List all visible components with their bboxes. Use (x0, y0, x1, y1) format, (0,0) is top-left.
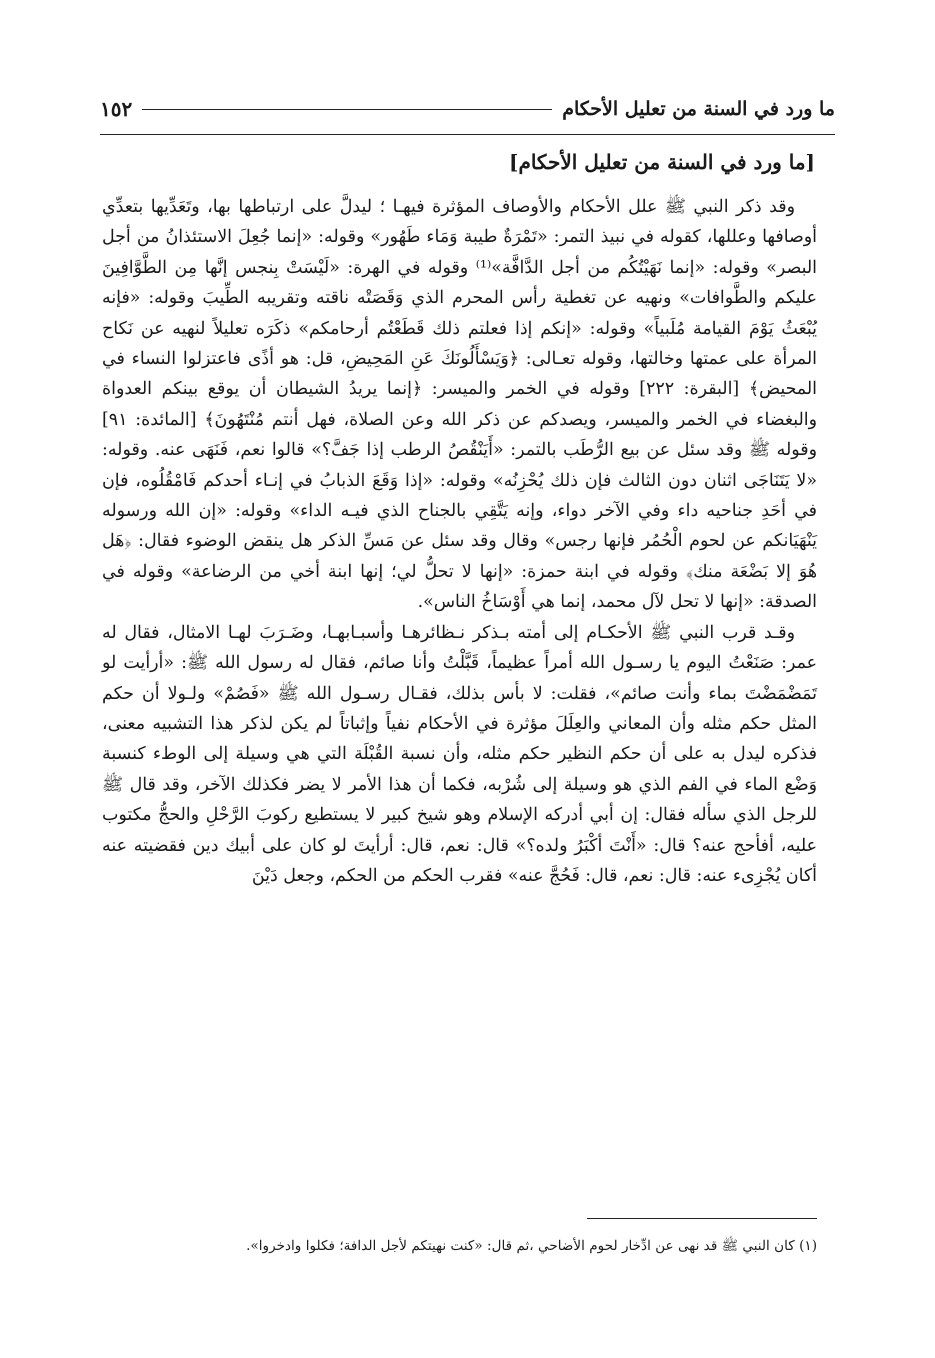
running-title: ما ورد في السنة من تعليل الأحكام (562, 98, 835, 120)
running-header (100, 92, 835, 126)
header-divider (100, 134, 835, 135)
body-text (102, 192, 817, 891)
paragraph-2: وقـد قرب النبي ﷺ الأحكـام إلى أمته بـذكر نـظائرهـا وأسبـابهـا، وضَـرَبَ لهـا الامثال، فقال له عمر: صَنَعْتُ اليوم يا رسـول الله أمراً عظيماً، قَبَّلْتُ وأنا صائم، فقال له رسول الله ﷺ: «أرأيت لو تَمَضْمَضْتَ بماء وأنت صائم»، فقلت: لا بأس بذلك، فقـال رسـول الله ﷺ «فَصُمْ» ولـولا أن حكم المثل حكم مثله وأن المعاني والعِلَلَ مؤثرة في الأحكام نفياً وإثباتاً لم يكن لذكر هذا التشبيه معنى، فذكره ليدل به على أن حكم النظير حكم مثله، وأن نسبة القُبْلَة التي هي وسيلة إلى الوطء كنسبة وَضْع الماء في الفم الذي هو وسيلة إلى شُرْبه، فكما أن هذا الأمر لا يضر فكذلك الآخر، وقد قال ﷺ للرجل الذي سأله فقال: إن أبي أدركه الإسلام وهو شيخ كبير لا يستطيع ركوبَ الرَّحْلِ والحجُّ مكتوب عليه، أفأحج عنه؟ قال: «أَنْتَ أكْبَرُ ولده؟» قال: نعم، قال: أرأيتَ لو كان على أبيك دين فقضيته عنه أكان يُجْزِىء عنه: قال: نعم، قال: فَحُجَّ عنه» فقرب الحكم من الحكم، وجعل دَيْنَ (102, 622, 817, 886)
page-number: ١٥٢ (100, 97, 133, 121)
section-title: [ما ورد في السنة من تعليل الأحكام] (508, 150, 815, 174)
header-rule (142, 109, 552, 110)
paragraph-1: وقد ذكر النبي ﷺ علل الأحكام والأوصاف المؤثرة فيهـا ؛ ليدلَّ على ارتباطها بها، وتَعَدِّيها بتعدِّي أوصافها وعللها، كقوله في نبيذ التمر: «تَمْرَةٌ طيبة وَمَاء طَهُور» وقوله: «إنما جُعِلَ الاستئذانُ من أجل البصر» وقوله: «إنما نَهَيْتُكُم من أجل الدَّافَّة»⁽¹⁾ وقوله في الهرة: «لَيْسَتْ بِنجس إنَّها مِن الطَّوَّافِينَ عليكم والطَّوافات» ونهيه عن تغطية رأس المحرم الذي وَقَصَتْه ناقته وتقريبه الطِّيبَ وقوله: «فإنه يُبْعَثُ يَوْمَ القيامة مُلَبياً» وقوله: «إنكم إذا فعلتم ذلك قَطَعْتُم أرحامكم» ذكَرَه تعليلاً لنهيه عن نَكاح المرأة على عمتها وخالتها، وقوله تعـالى: ﴿وَيَسْأَلُونَكَ عَنِ المَحِيضِ، قل: هو أذًى فاعتزلوا النساء في المحيض﴾ [البقرة: ٢٢٢] وقوله في الخمر والميسر: ﴿إنما يريدُ الشيطان أن يوقع بينكم العدواة والبغضاء في الخمر والميسر، ويصدكم عن ذكر الله وعن الصلاة، فهل أنتم مُنْتَهُونَ﴾ [المائدة: ٩١] وقوله ﷺ وقد سئل عن بيع الرُّطَب بالتمر: «أَيَنْقُصُ الرطب إذا جَفَّ؟» قالوا نعم، فَنَهَى عنه. وقوله: «لا يَتَنَاجَى اثنان دون الثالث فإن ذلك يُحْزِنُه» وقوله: «إذا وَقَعَ الذبابُ في إنـاء أحدكم فَامْقُلُوه، فإن في أحَدِ جناحيه داء وفي الآخر دواء، وإنه يَتَّقِي بالجناح الذي فيـه الداء» وقوله: «إن الله ورسوله يَنْهَيَانكم عن لحوم الْحُمُر فإنها رجس» وقال وقد سئل عن مَسِّ الذكر هل ينقض الوضوء فقال: ﴿هَل هُوَ إلا بَضْعَة منك﴾ وقوله في ابنة حمزة: «إنها لا تحلُّ لي؛ إنها ابنة أخي من الرضاعة» وقوله في الصدقة: «إنها لا تحل لآل محمد، إنما هي أَوْسَاخُ الناس». (102, 197, 817, 613)
footnote: (١) كان النبي ﷺ قد نهى عن ادِّخار لحوم الأضاحي ،ثم قال: «كنت نهيتكم لأجل الدافة؛ فكلوا وادخروا». (246, 1238, 817, 1254)
footnote-divider (587, 1218, 817, 1219)
